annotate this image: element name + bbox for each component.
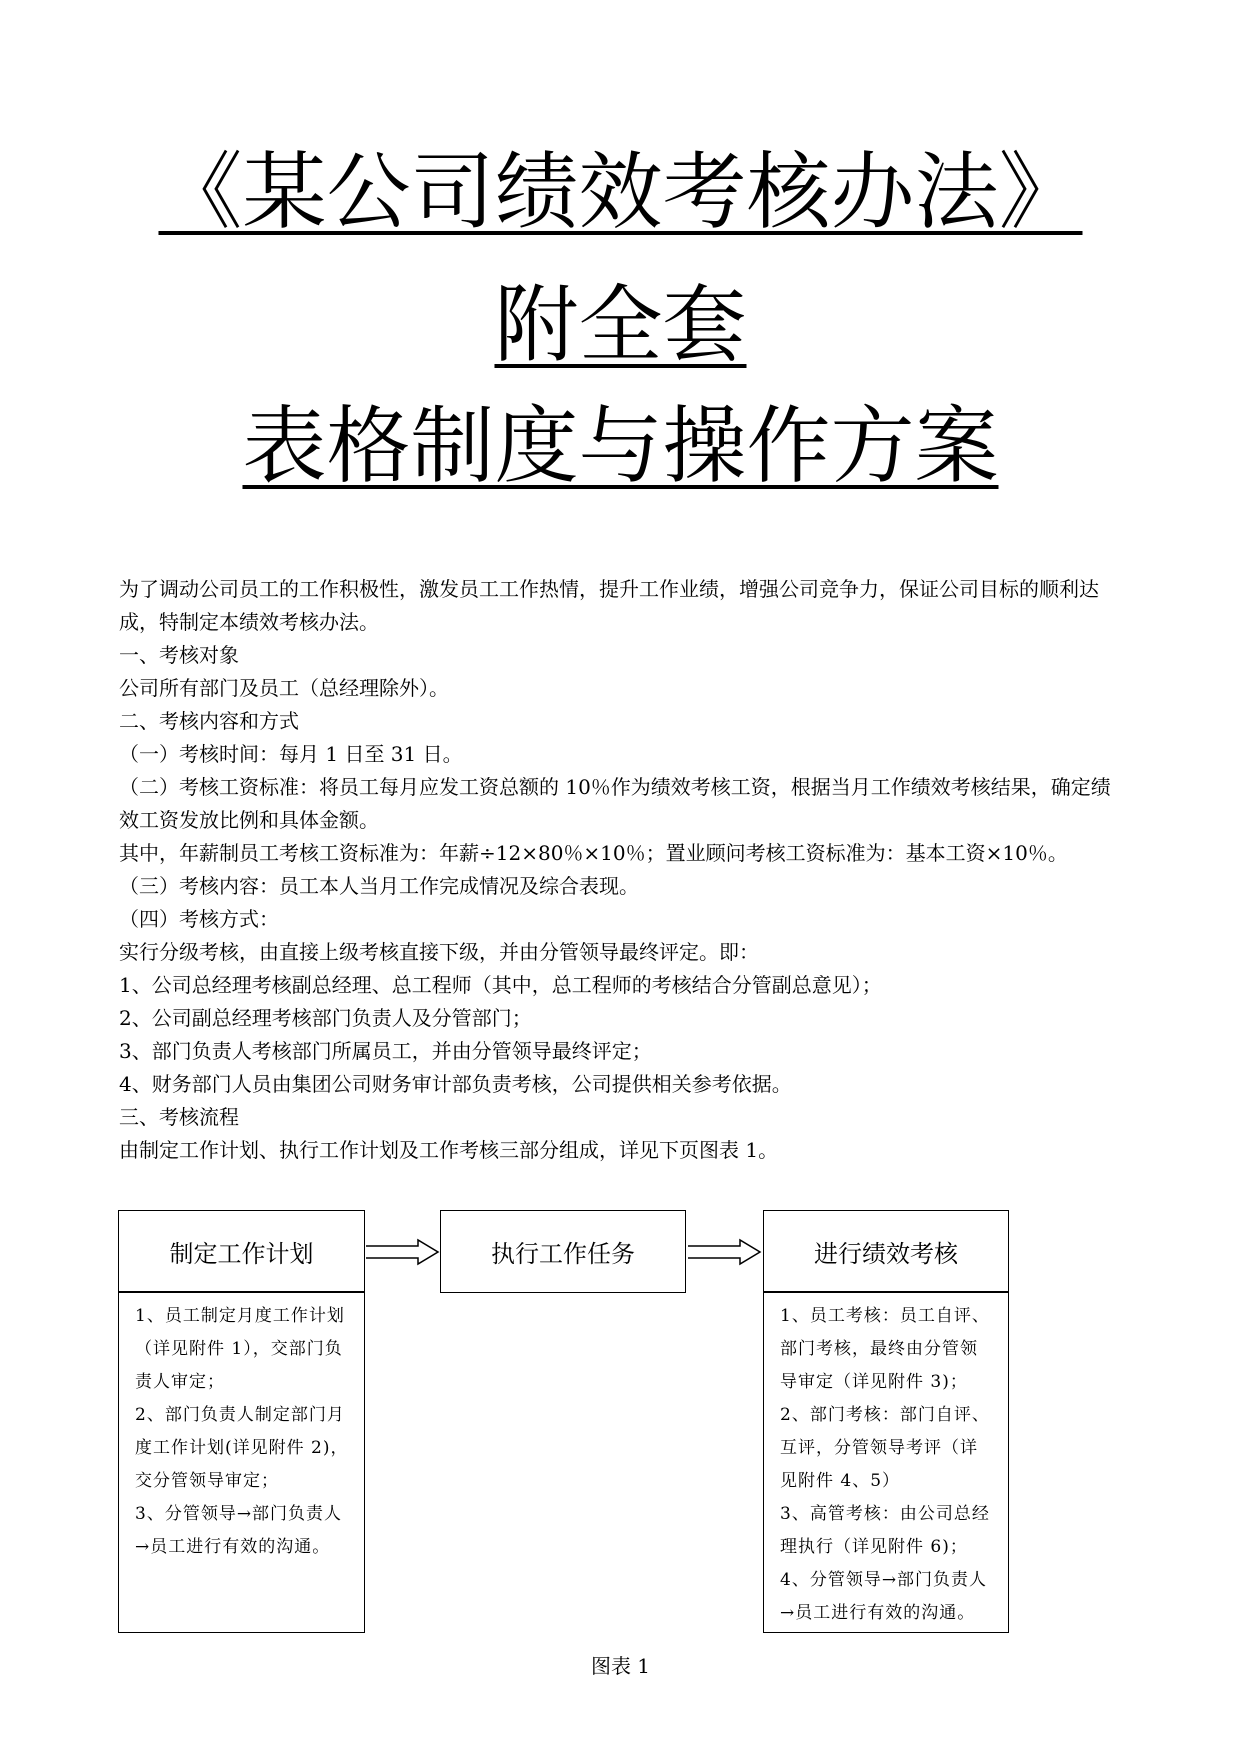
flow-step-plan-box (118, 1210, 365, 1293)
flow-step-evaluate-box (763, 1210, 1009, 1293)
paragraph: 3、部门负责人考核部门所属员工，并由分管领导最终评定； (119, 1039, 652, 1063)
paragraph: 二、考核内容和方式 (119, 709, 299, 733)
detail-line: 部门考核，最终由分管领 (780, 1339, 978, 1359)
detail-line: 度工作计划(详见附件 2)， (135, 1438, 349, 1458)
paragraph: （二）考核工资标准：将员工每月应发工资总额的 10％作为绩效考核工资，根据当月工作绩效考核结果，确定绩效工资发放比例和具体金额。 (119, 775, 1111, 832)
paragraph: 2、公司副总经理考核部门负责人及分管部门； (119, 1006, 532, 1030)
paragraph: 实行分级考核，由直接上级考核直接下级，并由分管领导最终评定。即： (119, 940, 759, 964)
paragraph: 一、考核对象 (119, 643, 239, 667)
paragraph: 1、公司总经理考核副总经理、总工程师（其中，总工程师的考核结合分管副总意见）； (119, 973, 882, 997)
figure-caption: 图表 1 (590, 1654, 651, 1678)
detail-line: （详见附件 1），交部门负 (135, 1339, 343, 1359)
detail-line: 2、部门负责人制定部门月 (135, 1405, 345, 1425)
detail-line: 1、员工制定月度工作计划 (135, 1306, 345, 1326)
flow-step-execute-box (440, 1210, 686, 1293)
flow-step-plan-title: 制定工作计划 (169, 1240, 314, 1268)
detail-line: 1、员工考核：员工自评、 (780, 1306, 990, 1326)
paragraph: 三、考核流程 (119, 1105, 239, 1129)
detail-line: 理执行（详见附件 6)； (780, 1537, 968, 1557)
paragraph: （四）考核方式： (119, 907, 279, 931)
double-arrow-right-icon (688, 1238, 762, 1266)
paragraph: 由制定工作计划、执行工作计划及工作考核三部分组成，详见下页图表 1。 (119, 1138, 779, 1162)
paragraph: 其中，年薪制员工考核工资标准为：年薪÷12×80％×10％；置业顾问考核工资标准为：基本工资×10％。 (119, 841, 1068, 865)
detail-line: 2、部门考核：部门自评、 (780, 1405, 990, 1425)
flow-step-execute-title: 执行工作任务 (491, 1240, 635, 1268)
document-title-line-2: 附全套 (494, 276, 747, 374)
detail-line: 见附件 4、5） (780, 1471, 901, 1491)
document-body (119, 573, 1129, 1167)
detail-line: →员工进行有效的沟通。 (135, 1537, 331, 1557)
paragraph: 公司所有部门及员工（总经理除外）。 (119, 676, 449, 700)
detail-line: 3、高管考核：由公司总经 (780, 1504, 990, 1524)
detail-line: 3、分管领导→部门负责人 (135, 1504, 343, 1524)
paragraph: （一）考核时间：每月 1 日至 31 日。 (119, 742, 463, 766)
flow-step-evaluate-title: 进行绩效考核 (814, 1240, 958, 1268)
detail-line: 责人审定； (135, 1372, 225, 1392)
document-title-line-1: 《某公司绩效考核办法》 (158, 143, 1083, 241)
detail-line: →员工进行有效的沟通。 (780, 1603, 976, 1623)
paragraph: 4、财务部门人员由集团公司财务审计部负责考核，公司提供相关参考依据。 (119, 1072, 792, 1096)
document-title-line-3: 表格制度与操作方案 (242, 397, 999, 495)
detail-line: 导审定（详见附件 3)； (780, 1372, 968, 1392)
flow-step-evaluate-details (763, 1291, 1009, 1633)
paragraph: 为了调动公司员工的工作积极性，激发员工工作热情，提升工作业绩，增强公司竞争力，保证公司目标的顺利达成，特制定本绩效考核办法。 (119, 577, 1099, 634)
detail-line: 互评，分管领导考评（详 (780, 1438, 978, 1458)
detail-line: 4、分管领导→部门负责人 (780, 1570, 988, 1590)
flow-step-plan-details (118, 1291, 365, 1633)
double-arrow-right-icon (366, 1238, 440, 1266)
paragraph: （三）考核内容：员工本人当月工作完成情况及综合表现。 (119, 874, 639, 898)
detail-line: 交分管领导审定； (135, 1471, 279, 1491)
